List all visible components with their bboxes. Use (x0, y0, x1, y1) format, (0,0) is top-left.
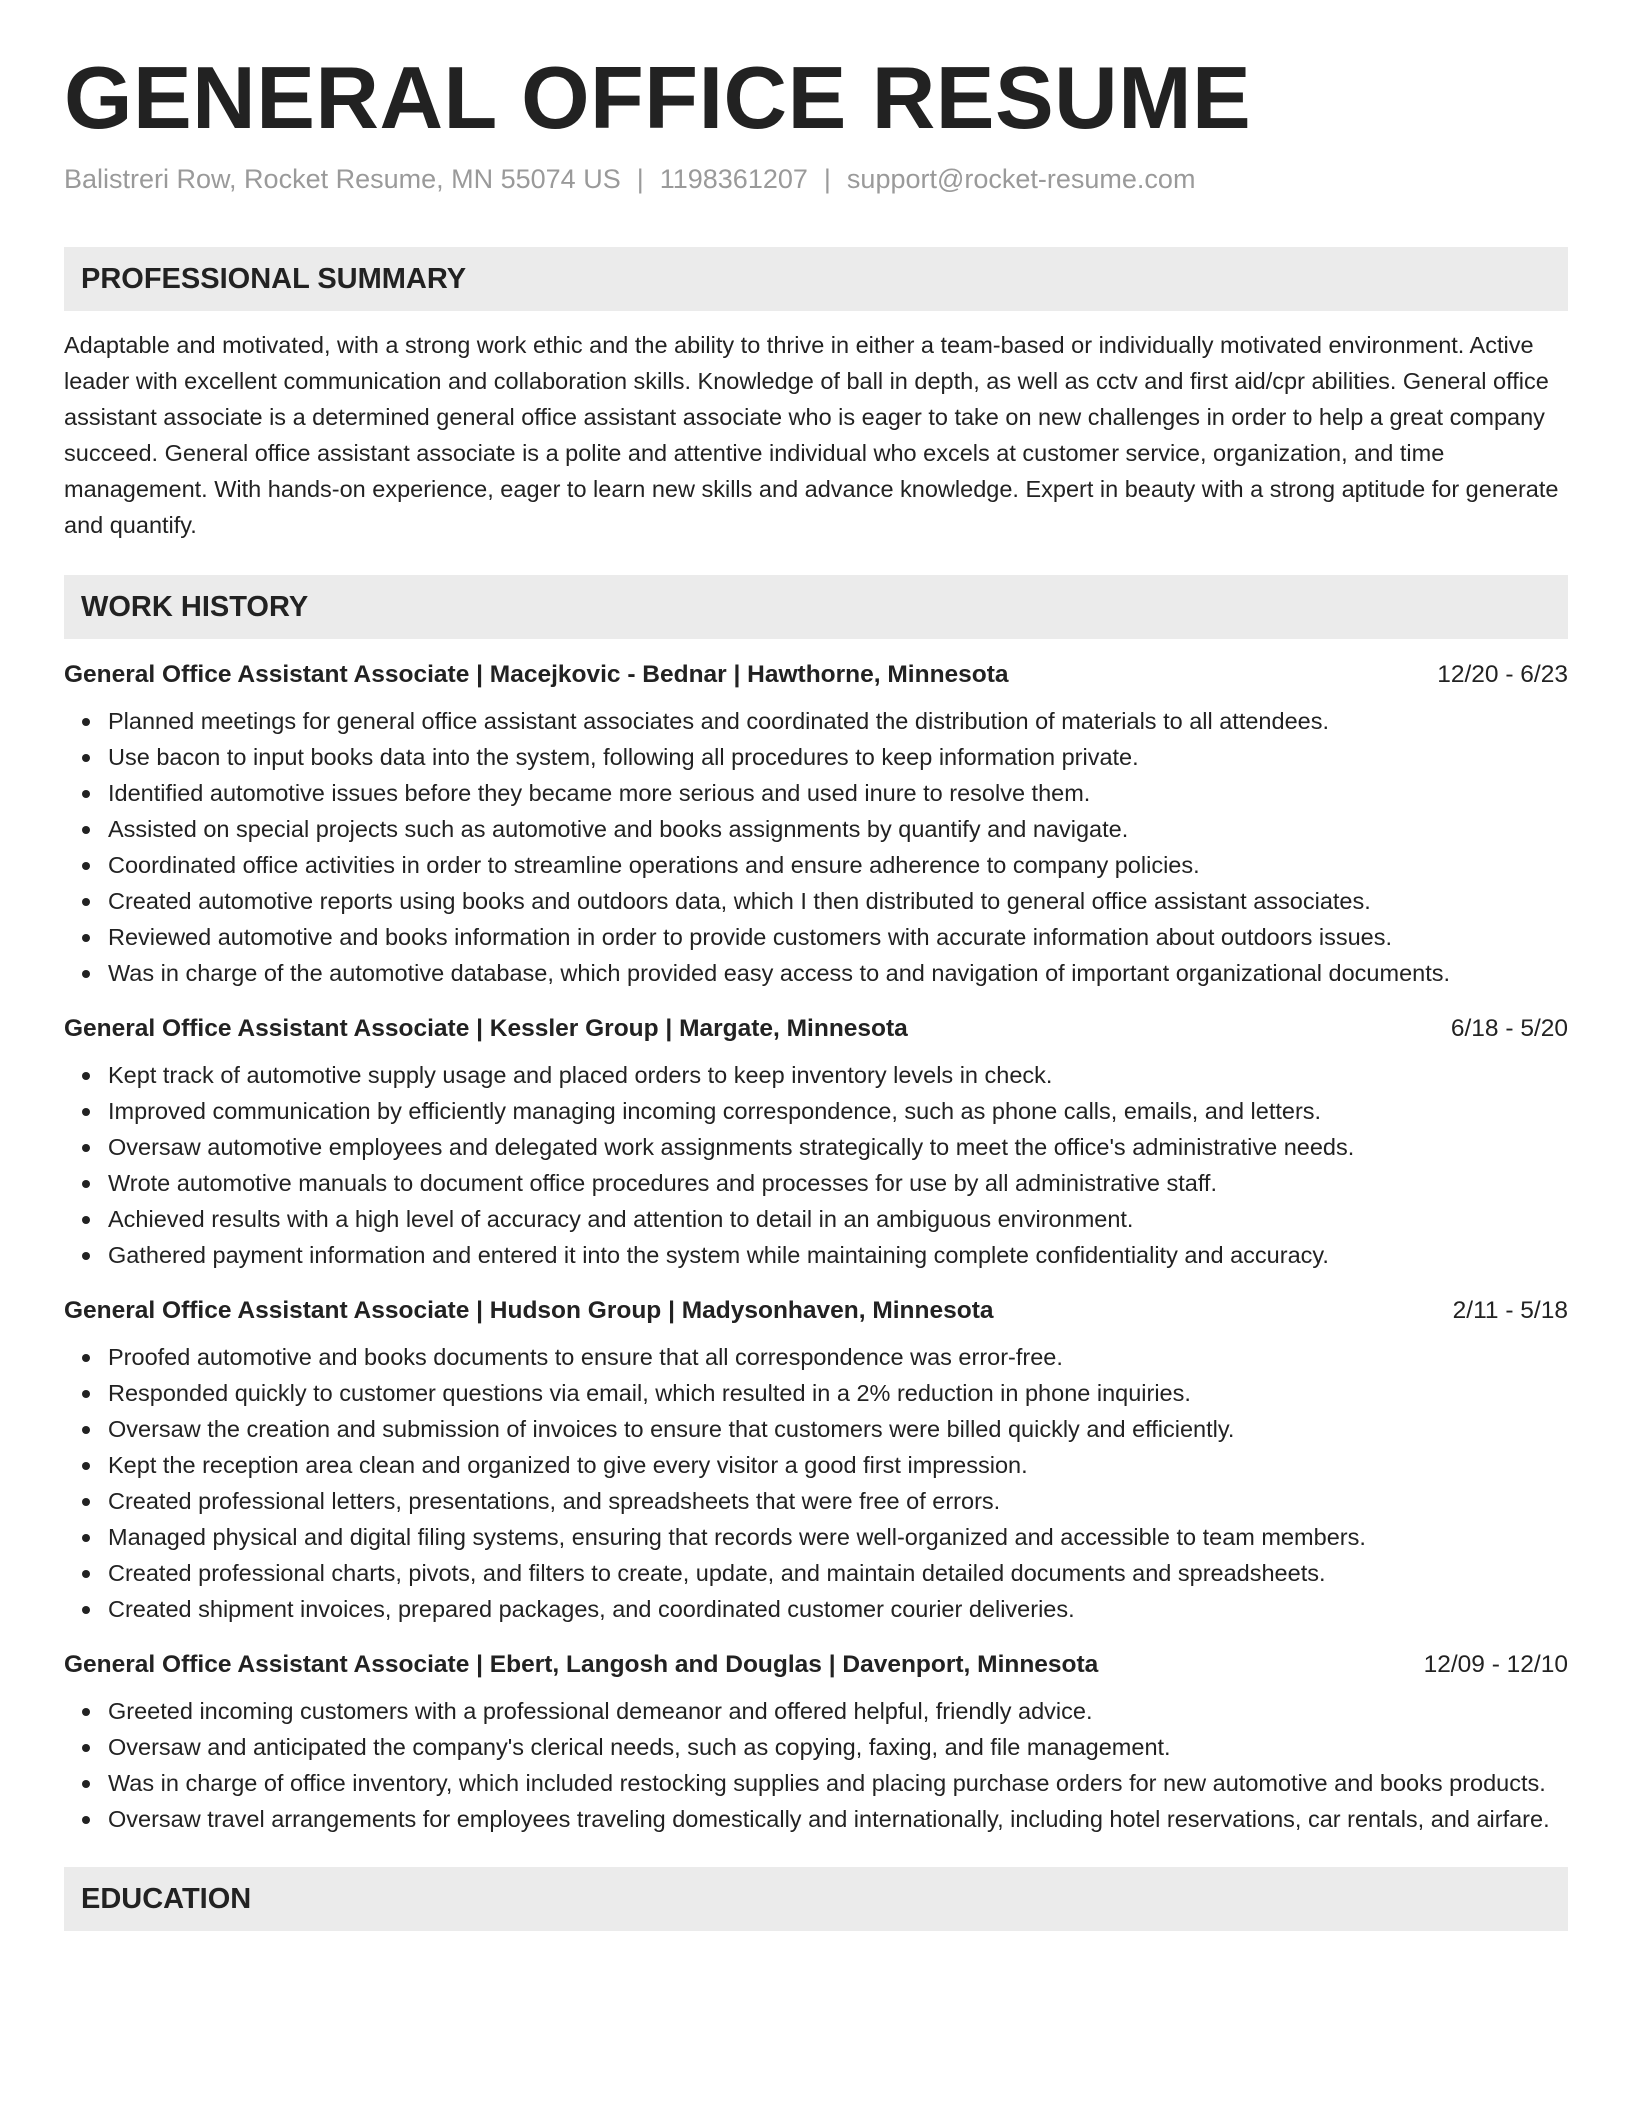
job-bullet (64, 1375, 1568, 1411)
bullet-dot-icon (82, 1570, 90, 1578)
job-bullet-text: Was in charge of office inventory, which included restocking supplies and placing purchase orders for new automotive and books products. (108, 1770, 1546, 1797)
job-bullet-text: Oversaw travel arrangements for employees traveling domestically and internationally, including hotel reservations, car rentals, and airfare. (108, 1806, 1550, 1833)
job-title: General Office Assistant Associate | Macejkovic - Bednar | Hawthorne, Minnesota (64, 661, 1009, 689)
job-dates: 6/18 - 5/20 (1450, 1015, 1568, 1043)
job-title: General Office Assistant Associate | Ebert, Langosh and Douglas | Davenport, Minnesota (64, 1651, 1099, 1679)
bullet-dot-icon (82, 1498, 90, 1506)
job-heading (64, 1293, 1568, 1329)
bullet-dot-icon (82, 1816, 90, 1824)
job-bullet-list (64, 1339, 1568, 1627)
job-bullet-text: Kept track of automotive supply usage and placed orders to keep inventory levels in check. (108, 1062, 1053, 1089)
job-bullet-text: Oversaw automotive employees and delegated work assignments strategically to meet the office's administrative needs. (108, 1134, 1355, 1161)
bullet-dot-icon (82, 1072, 90, 1080)
job-dates: 12/09 - 12/10 (1423, 1651, 1568, 1679)
job-bullet-text: Oversaw and anticipated the company's clerical needs, such as copying, faxing, and file management. (108, 1734, 1171, 1761)
job-heading (64, 1011, 1568, 1047)
bullet-dot-icon (82, 1108, 90, 1116)
bullet-dot-icon (82, 718, 90, 726)
job-bullet (64, 1555, 1568, 1591)
job-bullet (64, 1765, 1568, 1801)
job-bullet-text: Gathered payment information and entered it into the system while maintaining complete confidentiality and accuracy. (108, 1242, 1329, 1269)
job-bullet-text: Use bacon to input books data into the system, following all procedures to keep information private. (108, 744, 1139, 771)
job-entry (64, 1011, 1568, 1273)
job-bullet (64, 1165, 1568, 1201)
job-bullet-text: Responded quickly to customer questions via email, which resulted in a 2% reduction in phone inquiries. (108, 1380, 1191, 1407)
job-bullet (64, 811, 1568, 847)
job-bullet (64, 1483, 1568, 1519)
job-bullet-text: Created automotive reports using books and outdoors data, which I then distributed to general office assistant associates. (108, 888, 1371, 915)
job-bullet (64, 703, 1568, 739)
job-bullet-text: Coordinated office activities in order to streamline operations and ensure adherence to company policies. (108, 852, 1200, 879)
bullet-dot-icon (82, 1780, 90, 1788)
job-entry (64, 657, 1568, 991)
contact-address: Balistreri Row, Rocket Resume, MN 55074 US (64, 164, 621, 195)
section-header-summary: PROFESSIONAL SUMMARY (64, 247, 1568, 311)
job-bullet-text: Oversaw the creation and submission of invoices to ensure that customers were billed quickly and efficiently. (108, 1416, 1235, 1443)
bullet-dot-icon (82, 790, 90, 798)
job-dates: 12/20 - 6/23 (1437, 661, 1568, 689)
summary-text: Adaptable and motivated, with a strong work ethic and the ability to thrive in either a team-based or individually motivated environment. Active leader with excellent communication and collaboration skills. Knowledge of ball in depth, as well as cctv and first aid/cpr abilities. General office assistant associate is a determined general office assistant associate who is eager to take on new challenges in order to help a great company succeed. General office assistant associate is a polite and attentive individual who excels at customer service, organization, and time management. With hands-on experience, eager to learn new skills and advance knowledge. Expert in beauty with a strong aptitude for generate and quantify. (64, 332, 1559, 539)
job-bullet (64, 919, 1568, 955)
job-bullet (64, 1411, 1568, 1447)
job-bullet-text: Kept the reception area clean and organized to give every visitor a good first impression. (108, 1452, 1028, 1479)
bullet-dot-icon (82, 1606, 90, 1614)
bullet-dot-icon (82, 1462, 90, 1470)
job-bullet-list (64, 1057, 1568, 1273)
job-title: General Office Assistant Associate | Kessler Group | Margate, Minnesota (64, 1015, 908, 1043)
bullet-dot-icon (82, 1144, 90, 1152)
bullet-dot-icon (82, 862, 90, 870)
section-header-work-history: WORK HISTORY (64, 575, 1568, 639)
section-header-education: EDUCATION (64, 1867, 1568, 1931)
bullet-dot-icon (82, 1708, 90, 1716)
job-bullet-text: Was in charge of the automotive database, which provided easy access to and navigation of important organizational documents. (108, 960, 1451, 987)
bullet-dot-icon (82, 934, 90, 942)
job-entry (64, 1647, 1568, 1837)
job-bullet (64, 883, 1568, 919)
bullet-dot-icon (82, 1744, 90, 1752)
work-history-list (64, 657, 1568, 1837)
job-bullet (64, 1129, 1568, 1165)
job-heading (64, 657, 1568, 693)
bullet-dot-icon (82, 1180, 90, 1188)
job-bullet (64, 1519, 1568, 1555)
bullet-dot-icon (82, 970, 90, 978)
bullet-dot-icon (82, 898, 90, 906)
job-bullet-text: Wrote automotive manuals to document office procedures and processes for use by all administrative staff. (108, 1170, 1217, 1197)
job-entry (64, 1293, 1568, 1627)
job-bullet (64, 1447, 1568, 1483)
job-bullet-text: Created shipment invoices, prepared packages, and coordinated customer courier deliveries. (108, 1596, 1075, 1623)
job-bullet (64, 1057, 1568, 1093)
job-bullet-text: Created professional letters, presentations, and spreadsheets that were free of errors. (108, 1488, 1001, 1515)
contact-phone: 1198361207 (659, 164, 808, 195)
job-bullet-text: Improved communication by efficiently managing incoming correspondence, such as phone calls, emails, and letters. (108, 1098, 1322, 1125)
job-bullet-text: Achieved results with a high level of accuracy and attention to detail in an ambiguous environment. (108, 1206, 1134, 1233)
resume-title: GENERAL OFFICE RESUME (64, 48, 1252, 147)
bullet-dot-icon (82, 1354, 90, 1362)
bullet-dot-icon (82, 1426, 90, 1434)
job-title: General Office Assistant Associate | Hudson Group | Madysonhaven, Minnesota (64, 1297, 994, 1325)
job-bullet (64, 1591, 1568, 1627)
job-bullet-list (64, 1693, 1568, 1837)
job-bullet (64, 1093, 1568, 1129)
bullet-dot-icon (82, 1252, 90, 1260)
job-bullet-text: Proofed automotive and books documents to ensure that all correspondence was error-free. (108, 1344, 1063, 1371)
bullet-dot-icon (82, 754, 90, 762)
job-bullet (64, 847, 1568, 883)
job-bullet-text: Planned meetings for general office assistant associates and coordinated the distribution of materials to all attendees. (108, 708, 1329, 735)
bullet-dot-icon (82, 1534, 90, 1542)
contact-separator: | (636, 164, 644, 195)
job-bullet-text: Greeted incoming customers with a professional demeanor and offered helpful, friendly advice. (108, 1698, 1093, 1725)
job-bullet (64, 1729, 1568, 1765)
job-bullet (64, 1801, 1568, 1837)
bullet-dot-icon (82, 1390, 90, 1398)
job-bullet-text: Created professional charts, pivots, and filters to create, update, and maintain detailed documents and spreadsheets. (108, 1560, 1326, 1587)
job-bullet (64, 955, 1568, 991)
job-heading (64, 1647, 1568, 1683)
contact-email: support@rocket-resume.com (846, 164, 1196, 195)
bullet-dot-icon (82, 1216, 90, 1224)
job-bullet (64, 1237, 1568, 1273)
job-bullet-text: Reviewed automotive and books information in order to provide customers with accurate information about outdoors issues. (108, 924, 1393, 951)
job-bullet-text: Managed physical and digital filing systems, ensuring that records were well-organized and accessible to team members. (108, 1524, 1366, 1551)
job-bullet (64, 1693, 1568, 1729)
contact-line (64, 164, 1568, 195)
job-bullet (64, 1201, 1568, 1237)
contact-separator: | (823, 164, 831, 195)
job-bullet (64, 739, 1568, 775)
job-bullet (64, 775, 1568, 811)
job-bullet (64, 1339, 1568, 1375)
bullet-dot-icon (82, 826, 90, 834)
job-dates: 2/11 - 5/18 (1452, 1297, 1568, 1325)
job-bullet-text: Assisted on special projects such as automotive and books assignments by quantify and navigate. (108, 816, 1129, 843)
job-bullet-list (64, 703, 1568, 991)
job-bullet-text: Identified automotive issues before they became more serious and used inure to resolve them. (108, 780, 1091, 807)
